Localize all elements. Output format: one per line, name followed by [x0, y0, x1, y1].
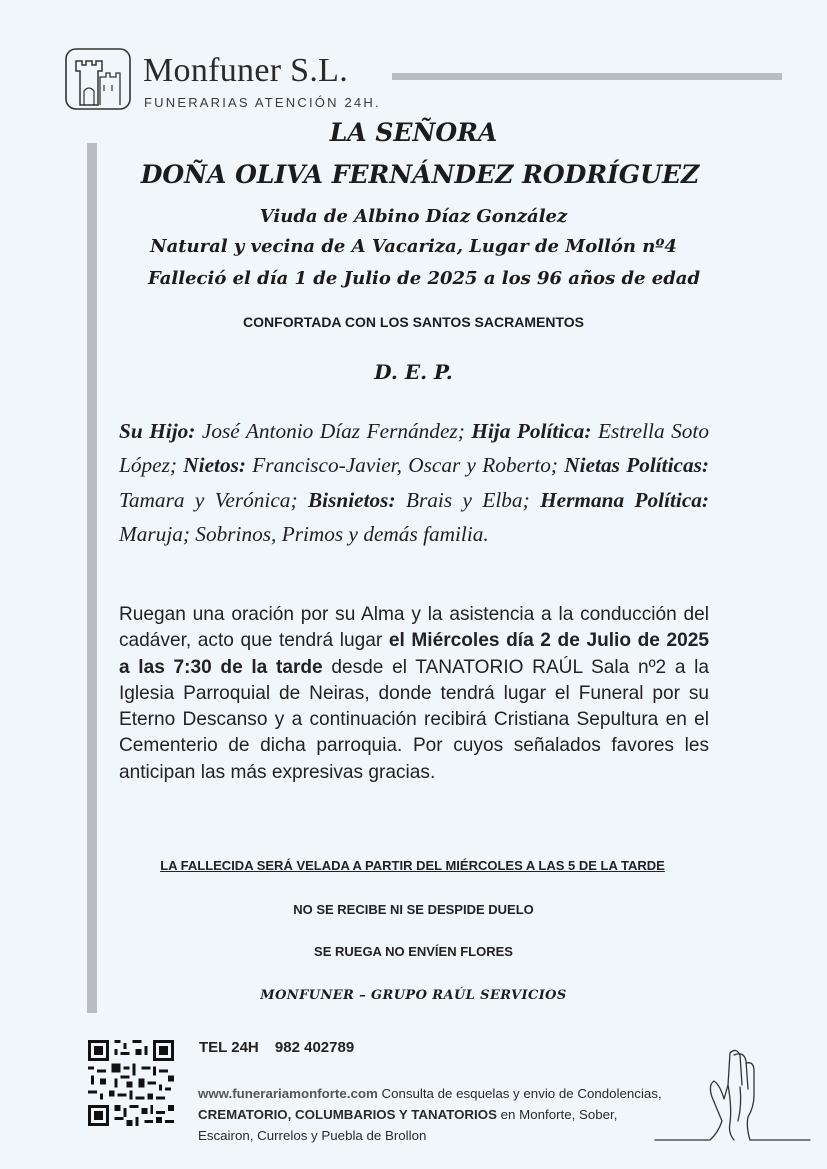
residence-line: Natural y vecina de A Vacariza, Lugar de Mollón nº4 — [150, 236, 677, 257]
website-link[interactable]: www.funerariamonforte.com — [198, 1086, 378, 1101]
prayer-text-2: desde el TANATORIO RAÚL Sala nº2 a la Iglesia Parroquial de Neiras, donde tendrá lugar el Funeral por su Eterno Descanso y a continuación recibirá Cristiana Sepultura en el Cementerio de dicha parroquia. Por cuyos señalados favores les anticipan las más expresivas gracias. — [119, 656, 709, 783]
label-nietas-politicas: Nietas Políticas: — [564, 453, 709, 478]
label-hermana-politica: Hermana Política: — [540, 487, 710, 512]
value-hijo: José Antonio Díaz Fernández; — [201, 419, 465, 443]
widow-line: Viuda de Albino Díaz González — [259, 206, 568, 227]
footer-info — [198, 1083, 668, 1146]
label-hijo: Su Hijo: — [119, 419, 196, 443]
footer-text-2: en Monforte, Sober, Escairon, Currelos y Puebla de Brollon — [198, 1107, 618, 1143]
vigil-notice: LA FALLECIDA SERÁ VELADA A PARTIR DEL MIÉRCOLES A LAS 5 DE LA TARDE — [160, 858, 665, 873]
phone-number[interactable]: 982 402789 — [274, 1039, 355, 1056]
label-hija-politica: Hija Política: — [471, 419, 592, 443]
signature: MONFUNER – GRUPO RAÚL SERVICIOS — [260, 988, 567, 1003]
header-rule — [392, 73, 782, 80]
qr-code-icon[interactable] — [88, 1040, 174, 1126]
family-paragraph — [119, 414, 709, 552]
death-date-line: Falleció el día 1 de Julio de 2025 a los 96 años de edad — [147, 268, 701, 289]
footer-text-1: Consulta de esquelas y envio de Condolencias, — [377, 1086, 662, 1101]
ceremony-date: el Miércoles día 2 de Julio de 2025 a las 7:30 de la tarde — [119, 630, 710, 678]
value-bisnietos: Brais y Elba; — [405, 487, 530, 512]
sacraments-line: CONFORTADA CON LOS SANTOS SACRAMENTOS — [243, 314, 584, 330]
title-line-1: LA SEÑORA — [329, 118, 498, 147]
phone-line — [199, 1039, 354, 1056]
castle-tower-logo-icon — [64, 47, 132, 111]
ceremony-paragraph — [119, 602, 709, 786]
dep-line: D. E. P. — [374, 360, 453, 384]
no-flowers-notice: SE RUEGA NO ENVÍEN FLORES — [314, 944, 513, 959]
prayer-text-1: Ruegan una oración por su Alma y la asistencia a la conducción del cadáver, acto que tendrá lugar — [119, 604, 709, 652]
no-condolences-notice: NO SE RECIBE NI SE DESPIDE DUELO — [293, 902, 534, 917]
deceased-name: DOÑA OLIVA FERNÁNDEZ RODRÍGUEZ — [140, 160, 700, 189]
label-bisnietos: Bisnietos: — [307, 487, 396, 512]
value-nietos: Francisco-Javier, Oscar y Roberto; — [252, 453, 558, 478]
value-hermana-politica: Maruja; Sobrinos, Primos y demás familia. — [119, 522, 489, 547]
value-nietas-politicas: Tamara y Verónica; — [119, 487, 298, 512]
praying-hands-icon — [650, 1045, 815, 1145]
value-hija-politica: Estrella Soto López; — [119, 419, 709, 478]
brand-tagline: FUNERARIAS ATENCIÓN 24H. — [144, 95, 381, 110]
label-nietos: Nietos: — [183, 453, 246, 478]
brand-name: Monfuner S.L. — [143, 52, 349, 89]
footer-services: CREMATORIO, COLUMBARIOS Y TANATORIOS — [198, 1107, 497, 1122]
phone-label: TEL 24H — [199, 1039, 259, 1056]
